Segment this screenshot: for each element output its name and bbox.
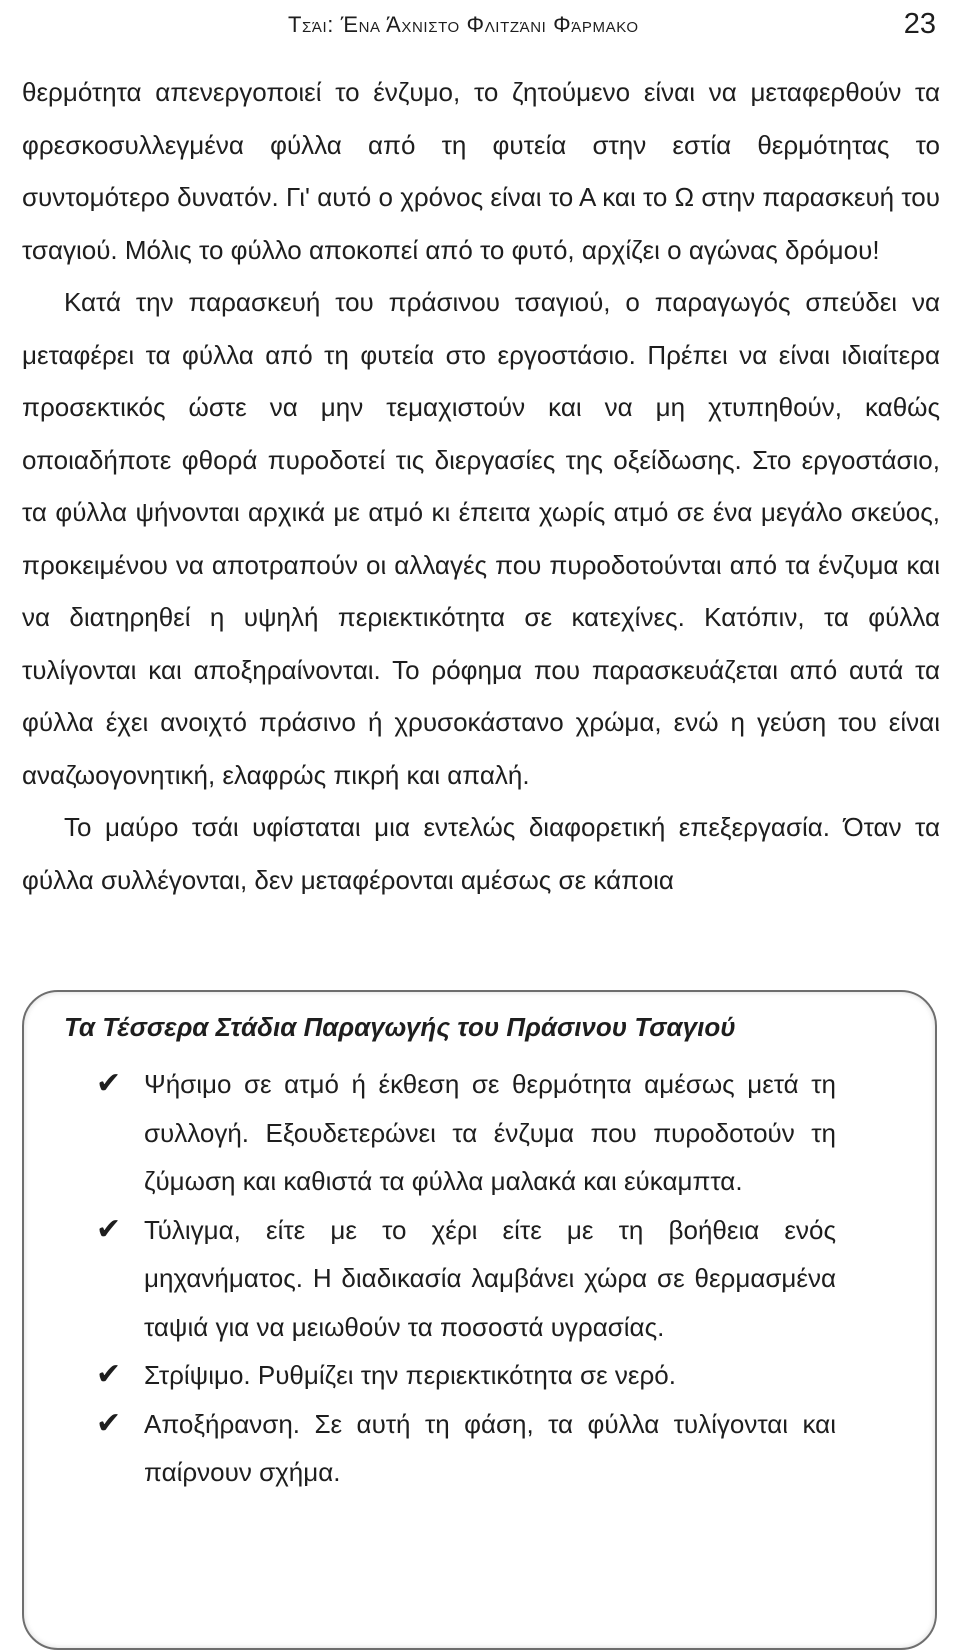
list-item-text: Στρίψιμο. Ρυθμίζει την περιεκτικότητα σε νερό. xyxy=(144,1360,676,1390)
page-number: 23 xyxy=(903,8,936,40)
list-item xyxy=(96,1060,836,1206)
paragraph: Το μαύρο τσάι υφίσταται μια εντελώς διαφορετική επεξεργασία. Όταν τα φύλλα συλλέγονται, δεν μεταφέρονται αμέσως σε κάποια xyxy=(22,812,940,895)
info-box xyxy=(22,990,937,1650)
box-title: Τα Τέσσερα Στάδια Παραγωγής του Πράσινου Τσαγιού xyxy=(64,1012,736,1042)
check-icon: ✔ xyxy=(96,1406,122,1440)
check-icon: ✔ xyxy=(96,1358,122,1391)
list-item-text: Αποξήρανση. Σε αυτή τη φάση, τα φύλλα τυλίγονται και παίρνουν σχήμα. xyxy=(144,1408,836,1487)
list-item xyxy=(96,1400,836,1497)
list-item xyxy=(96,1351,836,1400)
body-text xyxy=(22,66,940,906)
check-icon: ✔ xyxy=(96,1212,122,1246)
list-item xyxy=(96,1206,836,1352)
list-item-text: Ψήσιμο σε ατμό ή έκθεση σε θερμότητα αμέσως μετά τη συλλογή. Εξουδετερώνει τα ένζυμα που πυροδοτούν τη ζύμωση και καθιστά τα φύλλα μαλακά και εύκαμπτα. xyxy=(144,1069,836,1196)
paragraph: θερμότητα απενεργοποιεί το ένζυμο, το ζητούμενο είναι να μεταφερθούν τα φρεσκοσυλλεγμένα φύλλα από τη φυτεία στην εστία θερμότητας το συντομότερο δυνατόν. Γι' αυτό ο χρόνος είναι το Α και το Ω στην παρασκευή του τσαγιού. Μόλις το φύλλο αποκοπεί από το φυτό, αρχίζει ο αγώνας δρόμου! xyxy=(22,77,940,265)
paragraph: Κατά την παρασκευή του πράσινου τσαγιού, ο παραγωγός σπεύδει να μεταφέρει τα φύλλα από τη φυτεία στο εργοστάσιο. Πρέπει να είναι ιδιαίτερα προσεκτικός ώστε να μην τεμαχιστούν και να μη χτυπηθούν, καθώς οποιαδήποτε φθορά πυροδοτεί τις διεργασίες της οξείδωσης. Στο εργοστάσιο, τα φύλλα ψήνονται αρχικά με ατμό κι έπειτα χωρίς ατμό σε ένα μεγάλο σκεύος, προκειμένου να αποτραπούν οι αλλαγές που πυροδοτούνται από τα ένζυμα και να διατηρηθεί η υψηλή περιεκτικότητα σε κατεχίνες. Κατόπιν, τα φύλλα τυλίγονται και αποξηραίνονται. Το ρόφημα που παρασκευάζεται από αυτά τα φύλλα έχει ανοιχτό πράσινο ή χρυσοκάστανο χρώμα, ενώ η γεύση του είναι αναζωογονητική, ελαφρώς πικρή και απαλή. xyxy=(22,287,940,790)
list-item-text: Τύλιγμα, είτε με το χέρι είτε με τη βοήθεια ενός μηχανήματος. Η διαδικασία λαμβάνει χώρα σε θερμασμένα ταψιά για να μειωθούν τα ποσοστά υγρασίας. xyxy=(144,1214,836,1342)
stage-list xyxy=(96,1060,836,1497)
check-icon: ✔ xyxy=(96,1067,122,1100)
running-title: Τσάι: Ένα Άχνιστο Φλιτζάνι Φάρμακο xyxy=(288,12,639,37)
page-header xyxy=(0,8,960,48)
